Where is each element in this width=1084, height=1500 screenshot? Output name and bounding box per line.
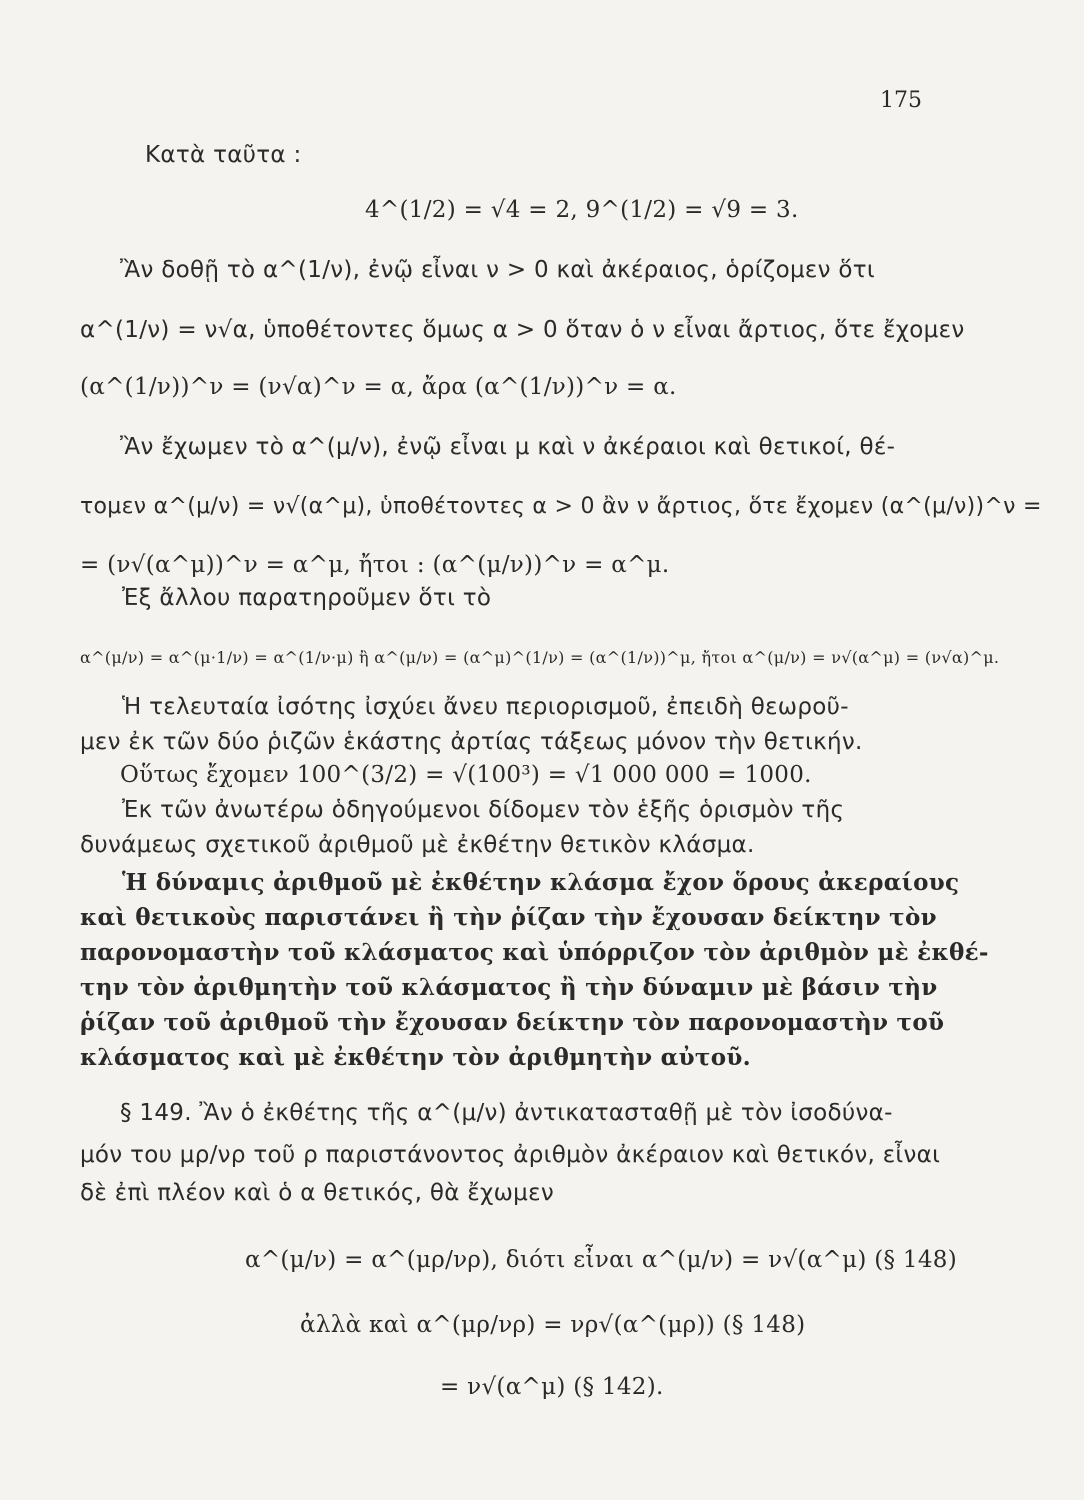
- text-line: τομεν α^(μ/ν) = ν√(α^μ), ὑποθέτοντες α > 0 ἂν ν ἄρτιος, ὅτε ἔχομεν (α^(μ/ν))^ν =: [80, 494, 1042, 519]
- formula-line: α^(μ/ν) = α^(μ·1/ν) = α^(1/ν·μ) ἢ α^(μ/ν) = (α^μ)^(1/ν) = (α^(1/ν))^μ, ἤτοι α^(μ/ν) = ν√(α^μ) = (ν√α)^μ.: [80, 648, 1000, 667]
- text-line: § 149. Ἂν ὁ ἐκθέτης τῆς α^(μ/ν) ἀντικατασταθῇ μὲ τὸν ἰσοδύνα-: [120, 1100, 893, 1126]
- definition-line: ῥίζαν τοῦ ἀριθμοῦ τὴν ἔχουσαν δείκτην τὸν παρονομαστὴν τοῦ: [80, 1009, 945, 1036]
- definition-line: την τὸν ἀριθμητὴν τοῦ κλάσματος ἢ τὴν δύναμιν μὲ βάσιν τὴν: [80, 974, 938, 1001]
- text-line: δυνάμεως σχετικοῦ ἀριθμοῦ μὲ ἐκθέτην θετικὸν κλάσμα.: [80, 832, 755, 858]
- text-line: Ἐκ τῶν ἀνωτέρω ὁδηγούμενοι δίδομεν τὸν ἑξῆς ὁρισμὸν τῆς: [122, 797, 845, 823]
- definition-line: Ἡ δύναμις ἀριθμοῦ μὲ ἐκθέτην κλάσμα ἔχον ὅρους ἀκεραίους: [122, 869, 960, 896]
- text-line: δὲ ἐπὶ πλέον καὶ ὁ α θετικός, θὰ ἔχωμεν: [80, 1180, 554, 1206]
- text-line: α^(1/ν) = ν√α, ὑποθέτοντες ὅμως α > 0 ὅταν ὁ ν εἶναι ἄρτιος, ὅτε ἔχομεν: [80, 317, 965, 343]
- text-line: μόν του μρ/νρ τοῦ ρ παριστάνοντος ἀριθμὸν ἀκέραιον καὶ θετικόν, εἶναι: [80, 1142, 941, 1168]
- formula-line: = (ν√(α^μ))^ν = α^μ, ἤτοι : (α^(μ/ν))^ν = α^μ.: [80, 552, 670, 578]
- text-line: Ἂν ἔχωμεν τὸ α^(μ/ν), ἐνῷ εἶναι μ καὶ ν ἀκέραιοι καὶ θετικοί, θέ-: [120, 434, 896, 460]
- formula-line: (α^(1/ν))^ν = (ν√α)^ν = α, ἄρα (α^(1/ν))^ν = α.: [80, 374, 677, 400]
- text-line: Ἡ τελευταία ἰσότης ἰσχύει ἄνευ περιορισμοῦ, ἐπειδὴ θεωροῦ-: [122, 694, 849, 720]
- definition-line: καὶ θετικοὺς παριστάνει ἢ τὴν ῥίζαν τὴν ἔχουσαν δείκτην τὸν: [80, 904, 937, 931]
- text-line: Ἂν δοθῇ τὸ α^(1/ν), ἐνῷ εἶναι ν > 0 καὶ ἀκέραιος, ὁρίζομεν ὅτι: [120, 257, 876, 283]
- formula-line: α^(μ/ν) = α^(μρ/νρ), διότι εἶναι α^(μ/ν) = ν√(α^μ) (§ 148): [245, 1247, 957, 1273]
- text-line: Κατὰ ταῦτα :: [145, 142, 302, 168]
- definition-line: κλάσματος καὶ μὲ ἐκθέτην τὸν ἀριθμητὴν αὐτοῦ.: [80, 1044, 751, 1071]
- formula-line: 4^(1/2) = √4 = 2, 9^(1/2) = √9 = 3.: [365, 197, 799, 223]
- definition-line: παρονομαστὴν τοῦ κλάσματος καὶ ὑπόρριζον τὸν ἀριθμὸν μὲ ἐκθέ-: [80, 939, 989, 966]
- page-number: 175: [880, 88, 922, 113]
- formula-line: Οὕτως ἔχομεν 100^(3/2) = √(100³) = √1 000 000 = 1000.: [120, 762, 812, 788]
- formula-line: ἀλλὰ καὶ α^(μρ/νρ) = νρ√(α^(μρ)) (§ 148): [300, 1312, 806, 1338]
- formula-line: = ν√(α^μ) (§ 142).: [440, 1374, 664, 1400]
- text-line: μεν ἐκ τῶν δύο ῥιζῶν ἑκάστης ἀρτίας τάξεως μόνον τὴν θετικήν.: [80, 729, 863, 755]
- text-line: Ἐξ ἄλλου παρατηροῦμεν ὅτι τὸ: [122, 585, 492, 611]
